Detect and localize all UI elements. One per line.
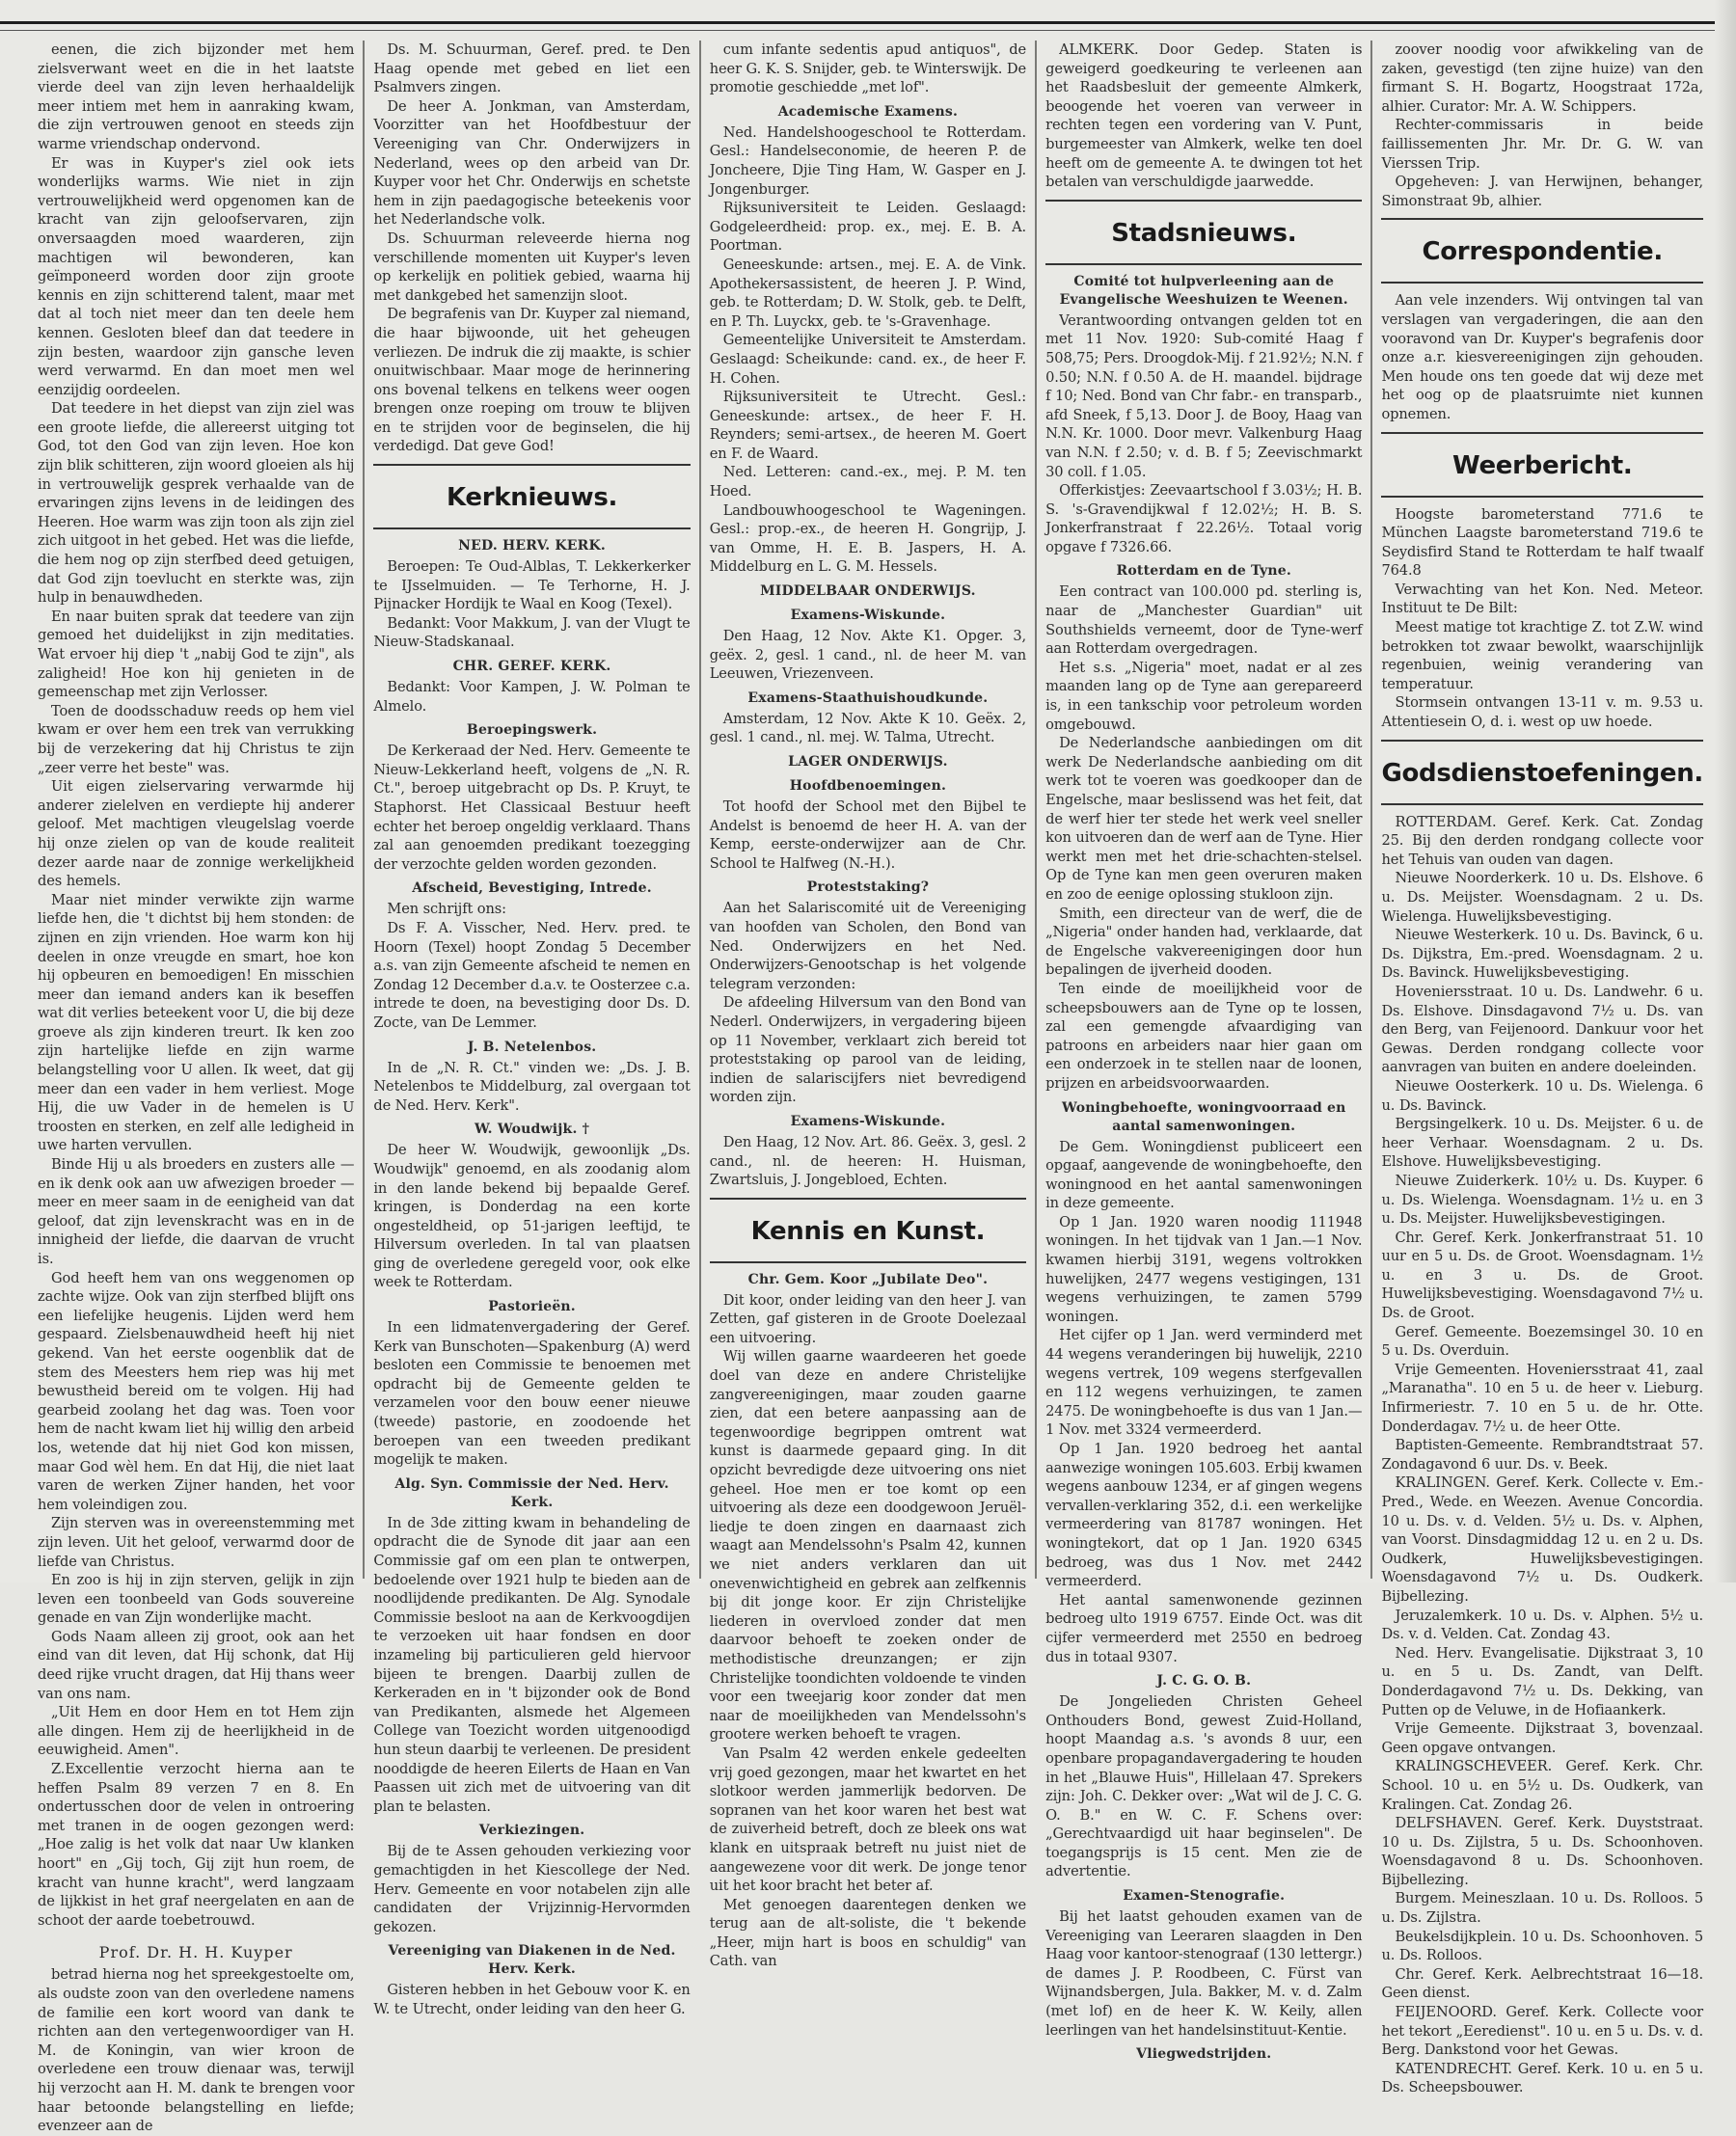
article-paragraph: De heer A. Jonkman, van Amsterdam, Voorzitter van het Hoofdbestuur der Vereeniging van Chr. Onderwijzers in Nederland, wees op den arbeid van Dr. Kuyper voor het Chr. Onderwijs en schetste hem in zijn paedagogische beteekenis voor het Nederlandsche volk. [373,97,691,229]
subheading: Vliegwedstrijden. [1136,2046,1272,2063]
column-3 [699,41,1035,1970]
subheading: Alg. Syn. Commissie der Ned. Herv. Kerk. [394,1475,669,1510]
article-paragraph: Zijn sterven was in overeenstemming met zijn leven. Uit het geloof, verwarmd door de liefde van Christus. [38,1515,355,1570]
article-paragraph: Rijksuniversiteit te Leiden. Geslaagd: Godgeleerdheid: prop. ex., mej. E. B. A. Poortman. [709,200,1027,255]
article-paragraph: De heer W. Woudwijk, gewoonlijk „Ds. Woudwijk" genoemd, en als zoodanig alom in den lande bekend bij bepaalde Geref. kringen, is Donderdag na een korte ongesteldheid, op 51-jarigen leeftijd, te Hilversum overleden. In tal van plaatsen ging de overledene geregeld voor, ook elke week te Rotterdam. [373,1142,691,1291]
article-paragraph: zoover noodig voor afwikkeling van de zaken, gevestigd (ten zijne huize) van den firmant S. H. Bogartz, Hoogstraat 172a, alhier. Curator: Mr. A. W. Schippers. [1381,41,1704,115]
section-heading: Kerknieuws. [447,483,618,513]
subheading: J. C. G. O. B. [1156,1673,1252,1690]
article-paragraph: Met genoegen daarentegen denken we terug aan de alt-soliste, die 't bekende „Heer, mijn hart is boos en schuldig" van Cath. van [709,1896,1027,1970]
article-paragraph: Binde Hij u als broeders en zusters alle — en ik denk ook aan uw afwezigen broeder — meer en meer saam in de eenigheid van dat geloof, dat zijn levenskracht was en in de innigheid der liefde, die daarvan de vrucht is. [38,1156,355,1267]
subheading: Hoofdbenoemingen. [789,778,947,794]
article-paragraph: Opgeheven: J. van Herwijnen, behanger, Simonstraat 9b, alhier. [1381,174,1704,209]
article-paragraph: Vrije Gemeente. Dijkstraat 3, bovenzaal. Geen opgave ontvangen. [1381,1720,1704,1756]
article-paragraph: Ds. Schuurman releveerde hierna nog verschillende momenten uit Kuyper's leven op kerkelijk en politiek gebied, waarna hij met dankgebed het samenzijn sloot. [373,230,691,304]
subheading: LAGER ONDERWIJS. [788,754,948,770]
article-paragraph: Hoveniersstraat. 10 u. Ds. Landwehr. 6 u. Ds. Elshove. Dinsdagavond 7½ u. Ds. van den Berg, van Feijenoord. Dankuur voor het Gewas. Derden rondgang collecte voor aanvragen van buiten en andere doeleinden. [1381,983,1704,1076]
subheading: Proteststaking? [806,879,930,896]
article-paragraph: Vrije Gemeenten. Hoveniersstraat 41, zaal „Maranatha". 10 en 5 u. de heer v. Lieburg. Infirmeriestr. 7. 10 en 5 u. de hr. Otte. Donderdagav. 7½ u. de heer Otte. [1381,1361,1704,1435]
article-paragraph: God heeft hem van ons weggenomen op zachte wijze. Ook van zijn sterfbed blijft ons een liefelijke heugenis. Lijden werd hem gespaard. Zielsbenauwdheid heeft hij niet gekend. Van het eerste oogenblik dat de stem des Meesters hem riep was hij met bewustheid bereid om te volgen. Hij had gearbeid zoolang het dag was. Toen voor hem de nacht kwam liet hij willig den arbeid los, wetende dat hij niet God kon missen, maar God wèl hem. En dat Hij, die niet laat varen de werken Zijner handen, het voor hem voleindigen zou. [38,1269,355,1513]
article-paragraph: KRALINGEN. Geref. Kerk. Collecte v. Em.-Pred., Wede. en Weezen. Avenue Concordia. 10 u. Ds. v. d. Velden. 5½ u. Ds. v. Alphen, van Voorst. Dinsdagmiddag 12 u. en 2 u. Ds. Oudkerk, Huwelijksbevestigingen. Woensdagavond 7½ u. Ds. Oudkerk. Bijbellezing. [1381,1474,1704,1605]
article-paragraph: Bedankt: Voor Kampen, J. W. Polman te Almelo. [373,679,691,715]
subheading: Afscheid, Bevestiging, Intrede. [412,880,652,897]
article-paragraph: ALMKERK. Door Gedep. Staten is geweigerd goedkeuring te verleenen aan het Raadsbesluit der gemeente Almkerk, beoogende het voeren van verweer in rechten tegen een vordering van V. Punt, burgemeester van Almkerk, welke ten doel heeft om de gemeente A. te dwingen tot het betalen van verschuldigde jaarwedde. [1045,41,1363,191]
subheading: Examen-Stenografie. [1123,1888,1286,1905]
subheading: NED. HERV. KERK. [458,538,606,554]
article-paragraph: Het s.s. „Nigeria" moet, nadat er al zes maanden lang op de Tyne aan gerepareerd is, in een tankschip voor petroleum worden omgebouwd. [1045,659,1363,733]
article-paragraph: Dit koor, onder leiding van den heer J. van Zetten, gaf gisteren in de Groote Doelezaal een uitvoering. [709,1291,1027,1346]
subheading: CHR. GEREF. KERK. [452,659,611,675]
columns [29,41,1712,2135]
article-paragraph: Burgem. Meineszlaan. 10 u. Ds. Rolloos. 5 u. Ds. Zijlstra. [1381,1890,1704,1927]
article-paragraph: Tot hoofd der School met den Bijbel te Andelst is benoemd de heer H. A. van der Kemp, eerste-onderwijzer aan de Chr. School te Halfweg (N.-H.). [709,798,1027,872]
subheading: Verkiezingen. [478,1823,585,1839]
article-paragraph: Baptisten-Gemeente. Rembrandtstraat 57. Zondagavond 6 uur. Ds. v. Beek. [1381,1437,1704,1473]
article-paragraph: Amsterdam, 12 Nov. Akte K 10. Geëx. 2, gesl. 1 cand., nl. mej. W. Talma, Utrecht. [709,710,1027,746]
column-1 [29,41,363,2135]
article-paragraph: In de 3de zitting kwam in behandeling de opdracht die de Synode dit jaar aan een Commissie gaf om een plan te ontwerpen, bedoelende over 1921 hulp te bieden aan de noodlijdende predikanten. De Alg. Synodale Commissie besloot na aan de Kerkvoogdijen te verzoeken uit haar fondsen en door inzameling bij particulieren geld hiervoor bijeen te brengen. Daarbij zullen de Kerkeraden en in 't bijzonder ook de Bond van Predikanten, alsmede het Algemeen College van Toezicht worden uitgenoodigd hun steun daarbij te verleenen. De president nooddigde de heeren Eilerts de Haan en Van Paassen uit zich met de uitvoering van dit plan te belasten. [373,1514,691,1815]
article-paragraph: FEIJENOORD. Geref. Kerk. Collecte voor het tekort „Eeredienst". 10 u. en 5 u. Ds. v. d. Berg. Dankstond voor het Gewas. [1381,2004,1704,2059]
subheading: Examens-Wiskunde. [790,1113,946,1129]
article-paragraph: Rechter-commissaris in beide faillissementen Jhr. Mr. Dr. G. W. van Vierssen Trip. [1381,117,1704,172]
article-paragraph: De afdeeling Hilversum van den Bond van Nederl. Onderwijzers, in vergadering bijeen op 11 November, verklaart zich bereid tot proteststaking op parool van de leiding, indien de salariscijfers niet bevredigend worden zijn. [709,994,1027,1106]
article-paragraph: DELFSHAVEN. Geref. Kerk. Duyststraat. 10 u. Ds. Zijlstra, 5 u. Ds. Schoonhoven. Woensdagavond 8 u. Ds. Schoonhoven. Bijbellezing. [1381,1815,1704,1888]
article-paragraph: Ds F. A. Visscher, Ned. Herv. pred. te Hoorn (Texel) hoopt Zondag 5 December a.s. van zijn Gemeente afscheid te nemen en Zondag 12 December d.a.v. te Oosterzee c.a. intrede te doen, na bevestiging door Ds. D. Zocte, van De Lemmer. [373,919,691,1031]
subheading: Vereeniging van Diakenen in de Ned. Herv. Kerk. [388,1943,676,1978]
article-paragraph: De begrafenis van Dr. Kuyper zal niemand, die haar bijwoonde, uit het geheugen verliezen. De indruk die zij maakte, is schier onuitwischbaar. Maar moge de herinnering ons bovenal telkens en telkens weer oogen brengen onze roeping om trouw te blijven en te strijden voor de beginselen, die hij verdedigd. Dat geve God! [373,306,691,455]
article-paragraph: Ned. Herv. Evangelisatie. Dijkstraat 3, 10 u. en 5 u. Ds. Zandt, van Delft. Donderdagavond 7½ u. Ds. Dekking, van Putten op de Veluwe, in de Hofiaankerk. [1381,1644,1704,1718]
article-paragraph: Maar niet minder verwikte zijn warme liefde hen, die 't dichtst bij hem stonden: de zijnen en zijn vrienden. Hoe warm kon hij deelen in onze vreugde en smart, hoe kon hij opbeuren en bemoedigen! En misschien meer dan iemand anders kan ik beseffen wat dit verlies beteekent voor U, die bij deze groeve als zijn kinderen treurt. Ik ken zoo zijn hartelijke liefde en zijn warme belangstelling voor U allen. Ik weet, dat gij meer dan een vader in hem verliest. Moge Hij, die uw Vader in de hemelen is U troosten en sterken, en zelf alle ledigheid in uwe harten vervullen. [38,891,355,1154]
article-paragraph: Van Psalm 42 werden enkele gedeelten vrij goed gezongen, maar het kwartet en het slotkoor werden jammerlijk bedorven. De sopranen van het koor waren het best wat de zuiverheid betreft, doch ze bleek ons wat klank en uitspraak betreft nu juist niet de aangewezene voor dit werk. De jonge tenor uit het koor bracht het beter af. [709,1744,1027,1895]
section-masthead-box [710,1198,1026,1263]
article-paragraph: KRALINGSCHEVEER. Geref. Kerk. Chr. School. 10 u. en 5½ u. Ds. Oudkerk, van Kralingen. Cat. Zondag 26. [1381,1758,1704,1813]
article-paragraph: „Uit Hem en door Hem en tot Hem zijn alle dingen. Hem zij de heerlijkheid in de eeuwigheid. Amen". [38,1704,355,1759]
article-paragraph: Gisteren hebben in het Gebouw voor K. en W. te Utrecht, onder leiding van den heer G. [373,1982,691,2017]
article-paragraph: Men schrijft ons: [387,901,507,918]
section-heading: Kennis en Kunst. [750,1216,986,1246]
article-paragraph: Den Haag, 12 Nov. Akte K1. Opger. 3, geëx. 2, gesl. 1 cand., nl. de heer M. van Leeuwen, Vriezenveen. [709,628,1027,683]
subheading: Woningbehoefte, woningvoorraad en aantal samenwoningen. [1061,1099,1346,1134]
article-paragraph: Nieuwe Zuiderkerk. 10½ u. Ds. Kuyper. 6 u. Ds. Wielenga. Woensdagnam. 1½ u. en 3 u. Ds. Meijster. Huwelijksbevestigingen. [1381,1172,1704,1228]
article-paragraph: Het cijfer op 1 Jan. werd verminderd met 44 wegens veranderingen bij huwelijk, 2210 wegens vertrek, 109 wegens sterfgevallen en 112 wegens verhuizingen, te zamen 2475. De woningbehoefte is dus van 1 Jan.—1 Nov. met 3324 vermeerderd. [1045,1327,1363,1439]
page-edge-shadow [1715,0,1736,1582]
article-paragraph: Ned. Handelshoogeschool te Rotterdam. Gesl.: Handelseconomie, de heeren P. de Joncheere, Djie Ting Ham, W. Gasper en J. Jongenburger. [709,123,1027,198]
article-paragraph: Jeruzalemkerk. 10 u. Ds. v. Alphen. 5½ u. Ds. v. d. Velden. Cat. Zondag 43. [1381,1607,1704,1643]
article-paragraph: Aan vele inzenders. Wij ontvingen tal van verslagen van vergaderingen, die aan den vooravond van Dr. Kuyper's begrafenis door onze a.r. kiesvereenigingen zijn gehouden. Men houde ons ten goede dat wij deze met het oog op de plaatsruimte niet kunnen opnemen. [1381,292,1704,422]
column-2 [363,41,698,2017]
article-paragraph: cum infante sedentis apud antiquos", de heer G. K. S. Snijder, geb. te Winterswijk. De promotie geschiedde „met lof". [709,41,1027,96]
section-heading: Godsdienstoefeningen. [1381,758,1704,788]
subheading: Examens-Staathuishoudkunde. [747,689,989,706]
article-paragraph: Een contract van 100.000 pd. sterling is, naar de „Manchester Guardian" uit Southshields verneemt, door de Tyne-werf aan Rotterdam overgedragen. [1045,583,1363,658]
article-paragraph: Bedankt: Voor Makkum, J. van der Vlugt te Nieuw-Stadskanaal. [373,614,691,651]
subheading: Chr. Gem. Koor „Jubilate Deo". [747,1271,989,1287]
article-paragraph: Wij willen gaarne waardeeren het goede doel van deze en andere Christelijke zangvereenigingen, maar zouden gaarne zien, dat een betere aanpassing aan de tegenwoordige begrippen omtrent wat kunst is daarmede gepaard ging. In dit opzicht bevredigde deze uitvoering ons niet geheel. Hoe men er toe komt op een uitvoering als deze een doodgewoon Jeruël-liedje te doen zingen en daarnaast zich waagt aan Mendelssohn's Psalm 42, kunnen we niet anders verklaren dan uit onevenwichtigheid en gebrek aan zelfkennis bij dit jonge koor. Er zijn Christelijke liederen in overvloed zonder dat men daarvoor behoeft te zoeken onder de methodistische dreunzangen; er zijn Christelijke toondichten voldoende te vinden voor een tweejarig koor zonder dat men naar de moeilijkheden van Mendelssohn's grootere werken behoeft te vragen. [709,1348,1027,1744]
article-paragraph: En naar buiten sprak dat teedere van zijn gemoed het duidelijkst in zijn meditaties. Wat ervoer hij diep 't „nabij God te zijn", als zaligheid! Hoe kon hij genieten in de gemeenschap met zijn Verlosser. [38,608,355,701]
article-paragraph: Bij het laatst gehouden examen van de Vereeniging van Leeraren slaagden in Den Haag voor kantoor-stenograaf (130 lettergr.) de dames J. P. Roodbeen, C. Fürst van Wijnandsbergen, Jula. Bakker, M. v. d. Zalm (met lof) en de heer K. W. Keily, allen leerlingen van het handelsinstituut-Kentie. [1045,1908,1363,2039]
subheading: Comité tot hulpverleening aan de Evangelische Weeshuizen te Weenen. [1059,273,1348,308]
article-paragraph: Beukelsdijkplein. 10 u. Ds. Schoonhoven. 5 u. Ds. Rolloos. [1381,1928,1704,1964]
article-paragraph: Toen de doodsschaduw reeds op hem viel kwam er over hem een trek van verrukking bij de verzekering dat hij Christus te zijn „zeer verre het beste" was. [38,702,355,776]
section-heading: Correspondentie. [1422,237,1663,267]
article-paragraph: Bergsingelkerk. 10 u. Ds. Meijster. 6 u. de heer Verhaar. Woensdagnam. 2 u. Ds. Elshove. Huwelijksbevestiging. [1381,1116,1704,1171]
subheading: J. B. Netelenbos. [467,1039,597,1055]
article-paragraph: Stormsein ontvangen 13-11 v. m. 9.53 u. Attentiesein O, d. i. west op uw hoede. [1381,694,1704,731]
article-paragraph: Smith, een directeur van de werf, die de „Nigeria" onder handen had, verklaarde, dat de Engelsche vakvereenigingen door hun bepalingen de ijverheid dooden. [1045,905,1363,979]
subheading: MIDDELBAAR ONDERWIJS. [760,583,976,600]
subheading: W. Woudwijk. † [474,1122,590,1138]
article-paragraph: Verwachting van het Kon. Ned. Meteor. Instituut te De Bilt: [1381,581,1704,617]
section-heading: Weerbericht. [1452,450,1633,480]
article-paragraph: Op 1 Jan. 1920 waren noodig 111948 woningen. In het tijdvak van 1 Jan.—1 Nov. kwamen hierbij 3191, wegens voltrokken huwelijken, 2477 wegens vestigingen, 131 wegens verhuizingen, te zamen 5799 woningen. [1045,1213,1363,1325]
article-paragraph: Ds. M. Schuurman, Geref. pred. te Den Haag opende met gebed en liet een Psalmvers zingen. [373,41,691,96]
article-paragraph: Verantwoording ontvangen gelden tot en met 11 Nov. 1920: Sub-comité Haag f 508,75; Pers. Droogdok-Mij. f 21.92½; N.N. f 0.50; N.N. f 0.50 A. de H. maandel. bijdrage f 10; Ned. Bond van Chr fabr.- en transparb., afd Sneek, f 5,13. Door J. de Booy, Haag van N.N. Kr. 1000. Door mevr. Valkenburg Haag van N.N. f 2.50; v. d. B. f 5; Zeevischmarkt 30 coll. f 1.05. [1045,311,1363,480]
article-paragraph: Nieuwe Noorderkerk. 10 u. Ds. Elshove. 6 u. Ds. Meijster. Woensdagnam. 2 u. Ds. Wielenga. Huwelijksbevestiging. [1381,870,1704,925]
subheading: Rotterdam en de Tyne. [1116,563,1291,580]
article-paragraph: Nieuwe Oosterkerk. 10 u. Ds. Wielenga. 6 u. Ds. Bavinck. [1381,1077,1704,1114]
article-paragraph: Aan het Salariscomité uit de Vereeniging van hoofden van Scholen, den Bond van Ned. Onderwijzers en het Ned. Onderwijzers-Genootschap is het volgende telegram verzonden: [709,900,1027,992]
article-paragraph: Geref. Gemeente. Boezemsingel 30. 10 en 5 u. Ds. Overduin. [1381,1323,1704,1360]
article-paragraph: Chr. Geref. Kerk. Aelbrechtstraat 16—18. Geen dienst. [1381,1965,1704,2002]
section-masthead-box [1381,740,1703,805]
article-paragraph: Ned. Letteren: cand.-ex., mej. P. M. ten Hoed. [709,464,1027,500]
section-masthead-box [1381,218,1703,284]
article-paragraph: Op 1 Jan. 1920 bedroeg het aantal aanwezige woningen 105.603. Erbij kwamen wegens aanbouw 1234, er af gingen wegens vervallen-verklaring 352, d.i. een werkelijke vermeerdering van 81787 woningen. Het woningtekort, dat op 1 Jan. 1920 6345 bedroeg, was dus 1 Nov. met 2442 vermeerderd. [1045,1441,1363,1590]
subheading: Pastorieën. [488,1299,576,1315]
column-5 [1370,41,1712,2096]
article-paragraph: Geneeskunde: artsen., mej. E. A. de Vink. Apothekersassistent, de heeren J. P. Wind, geb. te Rotterdam; D. W. Stolk, geb. te Delft, en P. Th. Luyckx, geb. te 's-Gravenhage. [709,256,1027,330]
article-paragraph: Dat teedere in het diepst van zijn ziel was een groote liefde, die allereerst uitging tot God, tot den God van zijn leven. Hoe kon zijn blik schitteren, zijn woord gloeien als hij in vertrouwelijk gesprek verhaalde van de ervaringen zijns levens in de leidingen des Heeren. Hoe warm was zijn toon als zijn ziel zich uitgoot in het gebed. Het was die liefde, die hem nog op zijn sterfbed deed getuigen, dat God zijn toevlucht en sterkte was, zijn hulp in benauwdheden. [38,400,355,607]
section-heading: Stadsnieuws. [1111,218,1297,248]
article-paragraph: Er was in Kuyper's ziel ook iets wonderlijks warms. Wie niet in zijn vertrouwelijkheid werd opgenomen kan de kracht van zijn geloofservaren, zijn onversaagden moed waarderen, zijn machtigen wil bewonderen, kan geïmponeerd worden door zijn groote kennis en zijn schitterend talent, maar met dat al toch niet meer dan ten deele hem kennen. Gesloten bleef dan dat teedere in zijn besten, waardoor zijn gansche leven werd verwarmd. En dan moet men wel eenzijdig oordeelen. [38,154,355,398]
article-paragraph: Den Haag, 12 Nov. Art. 86. Geëx. 3, gesl. 2 cand., nl. de heeren: H. Huisman, Zwartsluis, J. Jongebloed, Echten. [709,1133,1027,1189]
article-paragraph: Nieuwe Westerkerk. 10 u. Ds. Bavinck, 6 u. Ds. Dijkstra, Em.-pred. Woensdagnam. 2 u. Ds. Bavinck. Huwelijksbevestiging. [1381,927,1704,982]
article-paragraph: Gods Naam alleen zij groot, ook aan het eind van dit leven, dat Hij schonk, dat Hij deed rijke vrucht dragen, dat Hij thans weer van ons nam. [38,1628,355,1702]
column-4 [1035,41,1370,2063]
article-paragraph: ROTTERDAM. Geref. Kerk. Cat. Zondag 25. Bij den derden rondgang collecte voor het Tehuis van ouden van dagen. [1381,813,1704,868]
article-paragraph: Rijksuniversiteit te Utrecht. Gesl.: Geneeskunde: artsex., de heer F. H. Reynders; semi-artsex., de heeren M. Goert en F. de Waard. [709,389,1027,462]
article-paragraph: betrad hierna nog het spreekgestoelte om, als oudste zoon van den overledene namens de familie een kort woord van dank te richten aan den vertegenwoordiger van H. M. de Koningin, van wier kroon de overledene een trouw dienaar was, terwijl hij verzocht aan H. M. dank te brengen voor haar betoonde belangstelling en liefde; evenzeer aan de [38,1966,355,2135]
article-paragraph: KATENDRECHT. Geref. Kerk. 10 u. en 5 u. Ds. Scheepsbouwer. [1381,2060,1704,2096]
speaker-name: Prof. Dr. H. H. Kuyper [98,1943,293,1962]
article-paragraph: De Jongelieden Christen Geheel Onthouders Bond, gewest Zuid-Holland, hoopt Maandag a.s. 's avonds 8 uur, een openbare propagandavergadering te houden in het „Blauwe Huis", Hillelaan 47. Sprekers zijn: Joh. C. Dekker over: „Wat wil de J. C. G. O. B." en W. C. F. Schens over: „Gerechtvaardigd uit haar beginselen". De toegangsprijs is 15 cent. Men zie de advertentie. [1045,1693,1363,1880]
section-masthead-box [1381,432,1703,498]
subheading: Beroepingswerk. [466,722,598,739]
article-paragraph: eenen, die zich bijzonder met hem zielsverwant weet en die in het laatste vierde deel van zijn leven herhaaldelijk meer intiem met hem in aanraking kwam, die zijn vertrouwen genoot en steeds zijn warme vriendschap ondervond. [38,41,355,152]
article-paragraph: Gemeentelijke Universiteit te Amsterdam. Geslaagd: Scheikunde: cand. ex., de heer F. H. Cohen. [709,332,1027,387]
article-paragraph: Chr. Geref. Kerk. Jonkerfranstraat 51. 10 uur en 5 u. Ds. de Groot. Woensdagnam. 1½ u. en 3 u. Ds. de Groot. Huwelijksbevestiging. Woensdagavond 7½ u. Ds. de Groot. [1381,1229,1704,1322]
article-paragraph: Hoogste barometerstand 771.6 te München Laagste barometerstand 719.6 te Seydisfird Stand te Rotterdam te half twaalf 764.8 [1381,505,1704,580]
section-masthead-box [1045,200,1362,265]
article-paragraph: En zoo is hij in zijn sterven, gelijk in zijn leven een toonbeeld van Gods souvereine genade en van Zijn wonderlijke macht. [38,1572,355,1627]
article-paragraph: De Nederlandsche aanbiedingen om dit werk De Nederlandsche aanbieding om dit werk tot te voeren was goedkooper dan de Engelsche, maar beslissend was het feit, dat de werf hier ter stede het werk veel sneller kon uitvoeren dan de werf aan de Tyne. Hier werkt men met het drie-schachten-stelsel. Op de Tyne kan men geen overuren maken en zoo de eenige oplossing stukloon zijn. [1045,735,1363,903]
article-paragraph: Bij de te Assen gehouden verkiezing voor gemachtigden in het Kiescollege der Ned. Herv. Gemeente en voor notabelen zijn alle candidaten der Vrijzinnig-Hervormden gekozen. [373,1843,691,1935]
article-paragraph: De Gem. Woningdienst publiceert een opgaaf, aangevende de woningbehoefte, den woningnood en het aantal samenwoningen in deze gemeente. [1045,1138,1363,1212]
article-paragraph: Meest matige tot krachtige Z. tot Z.W. wind betrokken tot zwaar bewolkt, waarschijnlijk regenbuien, weinig verandering van temperatuur. [1381,619,1704,692]
article-paragraph: Het aantal samenwonende gezinnen bedroeg ulto 1919 6757. Einde Oct. was dit cijfer vermeerderd met 2550 en bedroeg dus in totaal 9307. [1045,1591,1363,1665]
article-paragraph: Landbouwhoogeschool te Wageningen. Gesl.: prop.-ex., de heeren H. Gongrijp, J. van Omme, H. E. B. Jaspers, H. A. Middelburg en L. G. M. Hessels. [709,501,1027,576]
article-paragraph: Ten einde de moeilijkheid voor de scheepsbouwers aan de Tyne op te lossen, zal een gemengde afvaardiging van patroons en arbeiders naar hier gaan om een onderzoek in te stellen naar de loonen, prijzen en arbeidsvoorwaarden. [1045,980,1363,1092]
article-paragraph: Offerkistjes: Zeevaartschool f 3.03½; H. B. S. 's-Gravendijkwal f 12.02½; H. B. S. Jonkerfranstraat f 22.26½. Totaal vorig opgave f 7326.66. [1045,482,1363,555]
article-paragraph: Uit eigen zielservaring verwarmde hij anderer zielelven en verdiepte hij anderer geloof. Met machtigen vleugelslag voerde hij onze zielen op van de koude realiteit dezer aarde naar de zonnige werkelijkheid des hemels. [38,778,355,890]
article-paragraph: Beroepen: Te Oud-Alblas, T. Lekkerkerker te IJsselmuiden. — Te Terhorne, H. J. Pijnacker Hordijk te Waal en Koog (Texel). [373,558,691,613]
article-paragraph: Z.Excellentie verzocht hierna aan te heffen Psalm 89 verzen 7 en 8. En ondertusschen door de velen in ontroering met tranen in de oogen gezongen werd: „Hoe zalig is het volk dat naar Uw klanken hoort" en „Gij toch, Gij zijt hun roem, de kracht van hunne kracht", werd langzaam de lijkkist in het graf neergelaten en aan de schoot der aarde toebetrouwd. [38,1761,355,1929]
section-masthead-box [373,464,690,529]
article-paragraph: De Kerkeraad der Ned. Herv. Gemeente te Nieuw-Lekkerland heeft, volgens de „N. R. Ct.", beroep uitgebracht op Ds. P. Kruyt, te Staphorst. Het Classicaal Bestuur heeft echter het beroep ongeldig verklaard. Thans zal aan genoemden predikant toezegging der verzochte gelden worden gezonden. [373,743,691,873]
article-paragraph: In de „N. R. Ct." vinden we: „Ds. J. B. Netelenbos te Middelburg, zal overgaan tot de Ned. Herv. Kerk". [373,1059,691,1114]
article-paragraph: In een lidmatenvergadering der Geref. Kerk van Bunschoten—Spakenburg (A) werd besloten een Commissie te benoemen met opdracht bij de Gemeente gelden te verzamelen voor den bouw eener nieuwe (tweede) pastorie, en zoodoende het beroepen van een tweeden predikant mogelijk te maken. [373,1319,691,1469]
subheading: Academische Examens. [777,103,959,120]
page-top-rule [0,21,1736,31]
subheading: Examens-Wiskunde. [790,608,946,624]
